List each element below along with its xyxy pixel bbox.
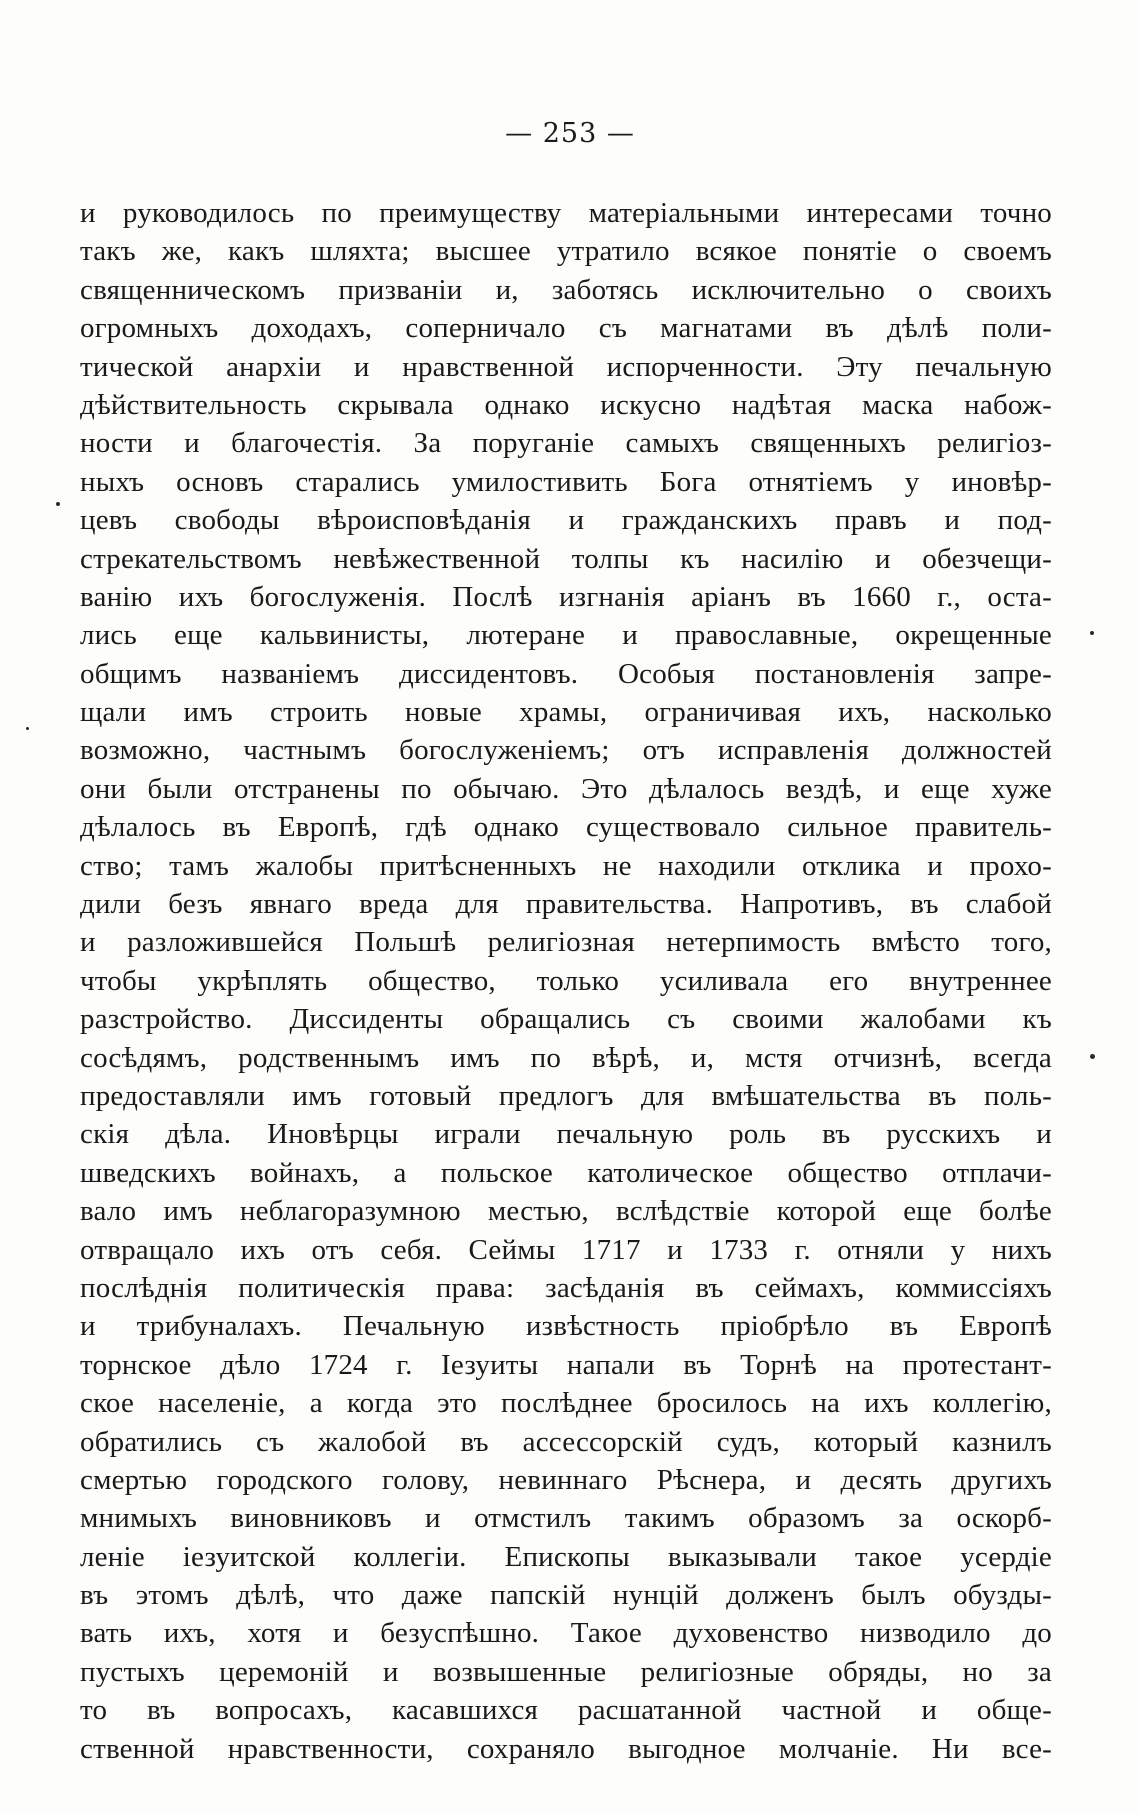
page-number: — 253 — xyxy=(505,118,635,149)
text-line: обратились съ жалобой въ ассессорскій судъ, который казнилъ xyxy=(80,1425,1052,1458)
text-line: пустыхъ церемоній и возвышенные религіозные обряды, но за xyxy=(80,1655,1052,1688)
text-line: такъ же, какъ шляхта; высшее утратило всякое понятіе о своемъ xyxy=(80,235,1052,268)
text-line: скія дѣла. Иновѣрцы играли печальную роль въ русскихъ и xyxy=(80,1118,1052,1151)
text-line: стрекательствомъ невѣжественной толпы къ насилію и обезчещи- xyxy=(80,542,1052,575)
text-line: тической анархіи и нравственной испорченности. Эту печальную xyxy=(80,350,1052,383)
text-line: дѣйствительность скрывала однако искусно надѣтая маска набож- xyxy=(80,388,1052,421)
text-line: разстройство. Диссиденты обращались съ своими жалобами къ xyxy=(80,1003,1052,1036)
text-line: лись еще кальвинисты, лютеране и православные, окрещенные xyxy=(80,619,1052,652)
body-text xyxy=(80,194,1052,1768)
text-line: ныхъ основъ старались умилостивить Бога отнятіемъ у иновѣр- xyxy=(80,465,1052,498)
text-line: леніе іезуитской коллегіи. Епископы выказывали такое усердіе xyxy=(80,1540,1052,1573)
text-line: возможно, частнымъ богослуженіемъ; отъ исправленія должностей xyxy=(80,734,1052,767)
text-line: то въ вопросахъ, касавшихся расшатанной частной и обще- xyxy=(80,1694,1052,1727)
text-line: смертью городского голову, невиннаго Рѣснера, и десять другихъ xyxy=(80,1463,1052,1496)
ink-speck xyxy=(56,502,60,506)
text-line: ское населеніе, а когда это послѣднее бросилось на ихъ коллегію, xyxy=(80,1387,1052,1420)
text-line: и разложившейся Польшѣ религіозная нетерпимость вмѣсто того, xyxy=(80,926,1052,959)
text-line: ство; тамъ жалобы притѣсненныхъ не находили отклика и прохо- xyxy=(80,849,1052,882)
text-line: предоставляли имъ готовый предлогъ для вмѣшательства въ поль- xyxy=(80,1079,1052,1112)
text-line: огромныхъ доходахъ, соперничало съ магнатами въ дѣлѣ поли- xyxy=(80,312,1052,345)
ink-speck xyxy=(1090,1054,1095,1059)
text-line: щали имъ строить новые храмы, ограничивая ихъ, насколько xyxy=(80,696,1052,729)
text-line: дили безъ явнаго вреда для правительства. Напротивъ, въ слабой xyxy=(80,888,1052,921)
text-line: цевъ свободы вѣроисповѣданія и гражданскихъ правъ и под- xyxy=(80,504,1052,537)
text-line: общимъ названіемъ диссидентовъ. Особыя постановленія запре- xyxy=(80,657,1052,690)
text-line: ности и благочестія. За поруганіе самыхъ священныхъ религіоз- xyxy=(80,427,1052,460)
text-line: чтобы укрѣплять общество, только усиливала его внутреннее xyxy=(80,964,1052,997)
text-line: шведскихъ войнахъ, а польское католическое общество отплачи- xyxy=(80,1156,1052,1189)
text-line: вать ихъ, хотя и безуспѣшно. Такое духовенство низводило до xyxy=(80,1617,1052,1650)
text-line: въ этомъ дѣлѣ, что даже папскій нунцій долженъ былъ обузды- xyxy=(80,1579,1052,1612)
text-line: послѣднія политическія права: засѣданія въ сеймахъ, коммиссіяхъ xyxy=(80,1271,1052,1304)
text-line: ственной нравственности, сохраняло выгодное молчаніе. Ни все- xyxy=(80,1732,1052,1765)
text-line: дѣлалось въ Европѣ, гдѣ однако существовало сильное правитель- xyxy=(80,811,1052,844)
text-line: вало имъ неблагоразумною местью, вслѣдствіе которой еще болѣе xyxy=(80,1195,1052,1228)
text-line: они были отстранены по обычаю. Это дѣлалось вездѣ, и еще хуже xyxy=(80,772,1052,805)
ink-speck xyxy=(26,727,29,730)
ink-speck xyxy=(1090,631,1094,635)
text-line: сосѣдямъ, родственнымъ имъ по вѣрѣ, и, мстя отчизнѣ, всегда xyxy=(80,1041,1052,1074)
text-line: священническомъ призваніи и, заботясь исключительно о своихъ xyxy=(80,273,1052,306)
text-line: ванію ихъ богослуженія. Послѣ изгнанія аріанъ въ 1660 г., оста- xyxy=(80,580,1052,613)
text-line: мнимыхъ виновниковъ и отмстилъ такимъ образомъ за оскорб- xyxy=(80,1502,1052,1535)
text-line: отвращало ихъ отъ себя. Сеймы 1717 и 1733 г. отняли у нихъ xyxy=(80,1233,1052,1266)
text-line: торнское дѣло 1724 г. Іезуиты напали въ Торнѣ на протестант- xyxy=(80,1348,1052,1381)
text-line: и трибуналахъ. Печальную извѣстность пріобрѣло въ Европѣ xyxy=(80,1310,1052,1343)
text-line: и руководилось по преимуществу матеріальными интересами точно xyxy=(80,197,1052,229)
